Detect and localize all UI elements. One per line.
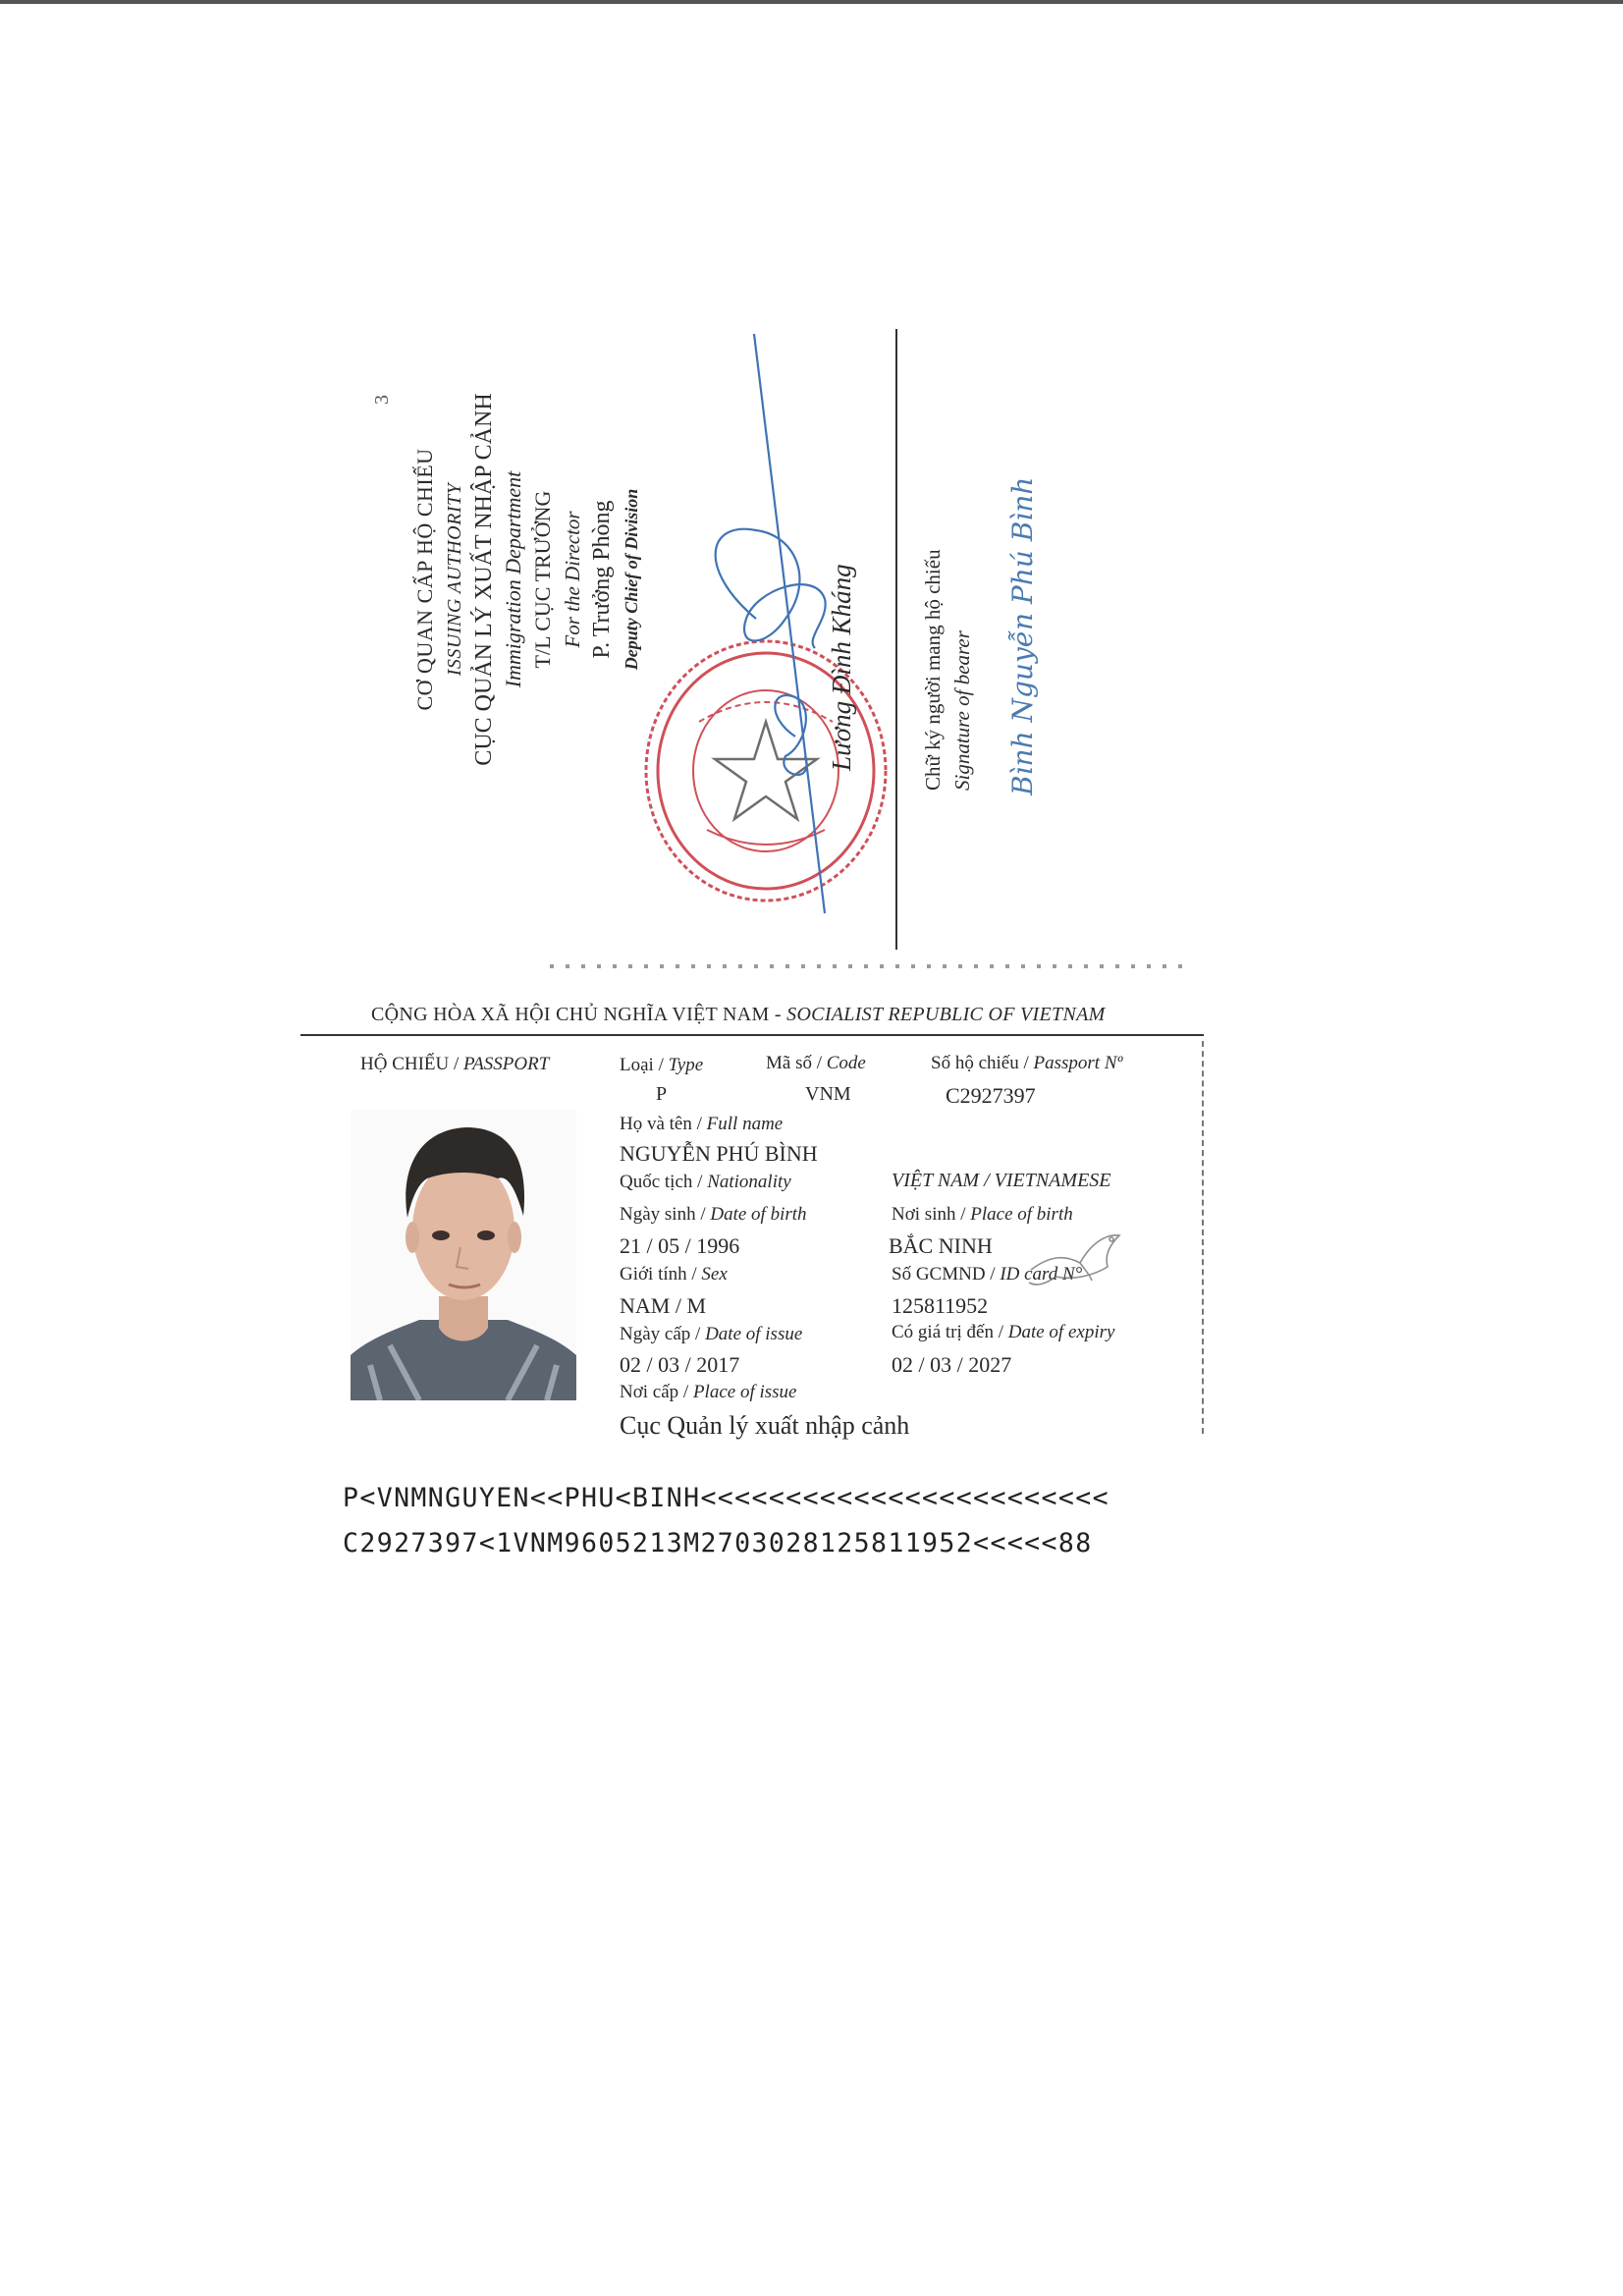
sex-label: Giới tính / Sex [620,1264,728,1285]
pob-value: BẮC NINH [889,1233,993,1258]
id-card-label: Số GCMND / ID card N° [892,1264,1083,1285]
dob-value: 21 / 05 / 1996 [620,1233,740,1258]
bearer-label-vn: Chữ ký người mang hộ chiếu [921,549,945,791]
holder-photo [351,1110,576,1400]
department-en: Immigration Department [501,470,525,688]
for-director-vn: T/L CỤC TRƯỞNG [530,490,555,669]
page-tear-edge [550,964,1188,968]
deputy-en: Deputy Chief of Division [622,488,641,671]
issuing-authority-block [410,304,646,854]
officer-signature [677,324,893,933]
nationality-value: VIỆT NAM / VIETNAMESE [892,1170,1111,1191]
officer-name: Lương Đình Kháng [827,564,856,771]
code-value: VNM [805,1083,851,1105]
bearer-signature: Bình Nguyễn Phú Bình [1006,476,1039,795]
for-director-en: For the Director [561,511,584,648]
department-vn: CỤC QUẢN LÝ XUẤT NHẬP CẢNH [471,393,497,766]
deputy-vn: P. Trưởng Phòng [589,500,615,659]
page-number: 3 [371,395,393,405]
passport-no-value: C2927397 [946,1083,1036,1108]
full-name-value: NGUYỄN PHÚ BÌNH [620,1141,818,1166]
type-value: P [656,1083,668,1105]
mrz-line-1: P<VNMNGUYEN<<PHU<BINH<<<<<<<<<<<<<<<<<<<<<<<< [343,1483,1109,1513]
type-label: Loại / Type [620,1055,704,1075]
country-header [371,1004,1106,1026]
sex-value: NAM / M [620,1293,707,1318]
place-of-issue-label: Nơi cấp / Place of issue [620,1382,797,1402]
passport-no-label: Số hộ chiếu / Passport Nº [931,1053,1123,1073]
passport-label: HỘ CHIẾU / PASSPORT [360,1054,550,1074]
issuing-authority-en: ISSUING AUTHORITY [444,482,465,677]
place-of-issue-value: Cục Quản lý xuất nhập cảnh [620,1411,910,1440]
issue-date-value: 02 / 03 / 2017 [620,1352,740,1377]
issuing-authority-vn: CƠ QUAN CẤP HỘ CHIẾU [412,448,437,711]
id-card-value: 125811952 [892,1293,989,1318]
bearer-signature-label [918,549,977,791]
code-label: Mã số / Code [766,1053,866,1073]
bearer-label-en: Signature of bearer [950,630,974,791]
expiry-date-label: Có giá trị đến / Date of expiry [892,1322,1115,1342]
pob-label: Nơi sinh / Place of birth [892,1204,1073,1225]
dove-watermark [1021,1216,1129,1294]
full-name-label: Họ và tên / Full name [620,1114,784,1134]
issue-date-label: Ngày cấp / Date of issue [620,1324,803,1344]
dob-label: Ngày sinh / Date of birth [620,1204,807,1225]
header-rule [300,1034,1204,1036]
mrz-line-2: C2927397<1VNM9605213M2703028125811952<<<<<88 [343,1528,1093,1558]
country-header-vn: CỘNG HÒA XÃ HỘI CHỦ NGHĨA VIỆT NAM - [371,1004,787,1025]
country-header-en: SOCIALIST REPUBLIC OF VIETNAM [786,1004,1106,1025]
nationality-label: Quốc tịch / Nationality [620,1172,791,1192]
scan-top-edge [0,0,1623,4]
expiry-date-value: 02 / 03 / 2027 [892,1352,1012,1377]
page-divider [895,329,897,950]
page-right-edge [1202,1041,1204,1434]
